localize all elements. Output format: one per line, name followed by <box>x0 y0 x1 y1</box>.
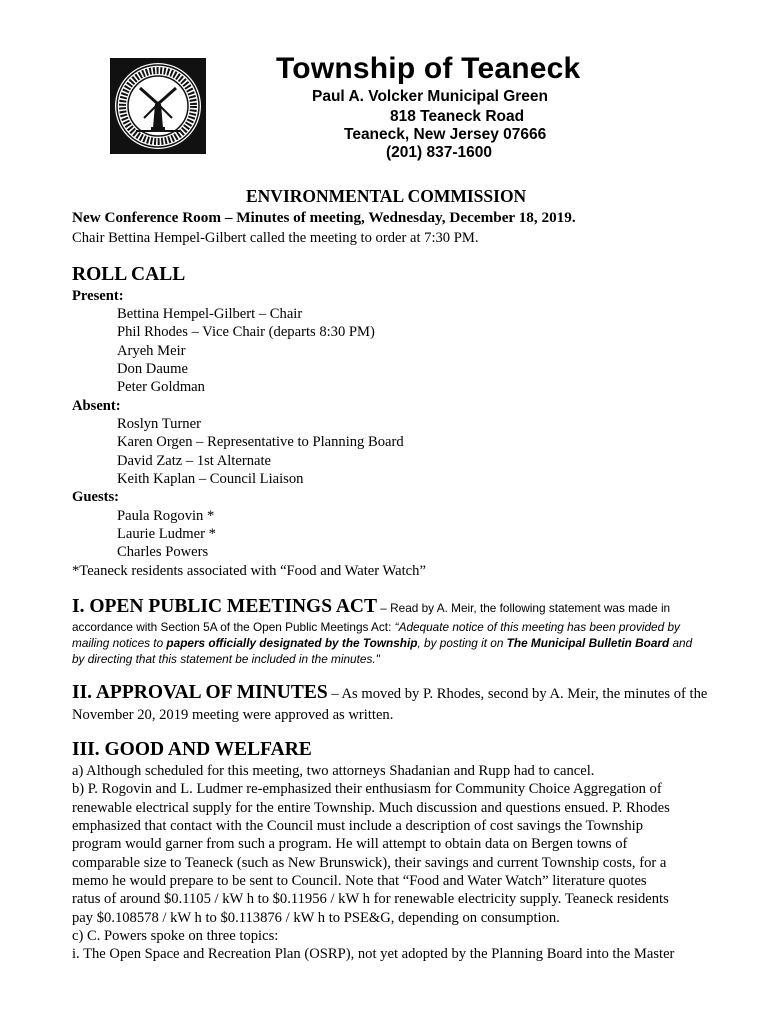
section-3-line: renewable electrical supply for the entire Township. Much discussion and questions ensued. P. Rhodes <box>72 800 670 816</box>
present-label: Present: <box>72 288 124 304</box>
section-1-quote: and <box>669 636 693 650</box>
list-item: Keith Kaplan – Council Liaison <box>117 471 304 487</box>
list-item: Don Daume <box>117 361 188 377</box>
section-1-line: by directing that this statement be included in the minutes." <box>72 652 380 666</box>
guests-footnote: *Teaneck residents associated with “Food and Water Watch” <box>72 563 426 579</box>
roll-call-heading: ROLL CALL <box>72 264 186 285</box>
township-seal-icon <box>110 58 206 154</box>
list-item: Bettina Hempel-Gilbert – Chair <box>117 306 303 322</box>
guests-label: Guests: <box>72 489 120 505</box>
section-1-quote: mailing notices to <box>72 636 167 650</box>
section-1-text: accordance with Section 5A of the Open Public Meetings Act: <box>72 620 395 634</box>
section-2-heading: II. APPROVAL OF MINUTES <box>72 682 328 703</box>
list-item: David Zatz – 1st Alternate <box>117 453 271 469</box>
section-1-quote-bold: The Municipal Bulletin Board <box>506 636 670 650</box>
meeting-line: New Conference Room – Minutes of meeting, Wednesday, December 18, 2019. <box>72 209 576 226</box>
section-3-line: memo he would prepare to be sent to Council. Note that “Food and Water Watch” literature quotes <box>72 873 647 889</box>
list-item: Karen Orgen – Representative to Planning Board <box>117 434 404 450</box>
list-item: Aryeh Meir <box>117 343 186 359</box>
letterhead-address-line: Teaneck, New Jersey 07666 <box>344 126 547 143</box>
call-to-order: Chair Bettina Hempel-Gilbert called the meeting to order at 7:30 PM. <box>72 230 479 246</box>
section-1-quote: “Adequate notice of this meeting has been provided by <box>394 620 680 634</box>
absent-label: Absent: <box>72 398 121 414</box>
section-1-heading-line <box>72 596 670 618</box>
section-2-line: November 20, 2019 meeting were approved as written. <box>72 707 394 723</box>
section-3-line: i. The Open Space and Recreation Plan (OSRP), not yet adopted by the Planning Board into the Master <box>72 946 675 962</box>
section-3-line: emphasized that contact with the Council must include a description of cost savings the Township <box>72 818 643 834</box>
section-1-line <box>72 619 680 635</box>
list-item: Paula Rogovin * <box>117 508 215 524</box>
section-3-line: ratus of around $0.1105 / kW h to $0.11956 / kW h for renewable electricity supply. Teaneck residents <box>72 891 669 907</box>
section-1-heading: I. OPEN PUBLIC MEETINGS ACT <box>72 596 378 617</box>
letterhead-title: Township of Teaneck <box>276 52 581 85</box>
section-3-line: c) C. Powers spoke on three topics: <box>72 928 279 944</box>
section-1-quote-bold: papers officially designated by the Township <box>166 636 418 650</box>
section-2-lead: – As moved by P. Rhodes, second by A. Meir, the minutes of the <box>327 686 708 702</box>
section-3-line: pay $0.108578 / kW h to $0.113876 / kW h to PSE&G, depending on consumption. <box>72 910 560 926</box>
section-1-lead: – Read by A. Meir, the following statement was made in <box>377 601 671 615</box>
list-item: Phil Rhodes – Vice Chair (departs 8:30 PM) <box>117 324 375 340</box>
section-3-line: b) P. Rogovin and L. Ludmer re-emphasized their enthusiasm for Community Choice Aggregation of <box>72 781 662 797</box>
letterhead-phone: (201) 837-1600 <box>386 144 492 161</box>
section-3-line: comparable size to Teaneck (such as New Brunswick), their savings and current Township costs, for a <box>72 855 667 871</box>
section-2-heading-line <box>72 682 707 704</box>
section-1-quote: , by posting it on <box>417 636 507 650</box>
list-item: Charles Powers <box>117 544 209 560</box>
list-item: Peter Goldman <box>117 379 205 395</box>
section-3-line: program would garner from such a program. He will attempt to obtain data on Bergen towns of <box>72 836 628 852</box>
list-item: Laurie Ludmer * <box>117 526 216 542</box>
section-1-line <box>72 635 692 651</box>
section-3-line: a) Although scheduled for this meeting, two attorneys Shadanian and Rupp had to cancel. <box>72 763 595 779</box>
section-3-heading: III. GOOD AND WELFARE <box>72 739 312 760</box>
letterhead-address-line: Paul A. Volcker Municipal Green <box>312 88 549 105</box>
commission-title: ENVIRONMENTAL COMMISSION <box>246 186 527 206</box>
letterhead-address-line: 818 Teaneck Road <box>390 108 525 125</box>
list-item: Roslyn Turner <box>117 416 201 432</box>
